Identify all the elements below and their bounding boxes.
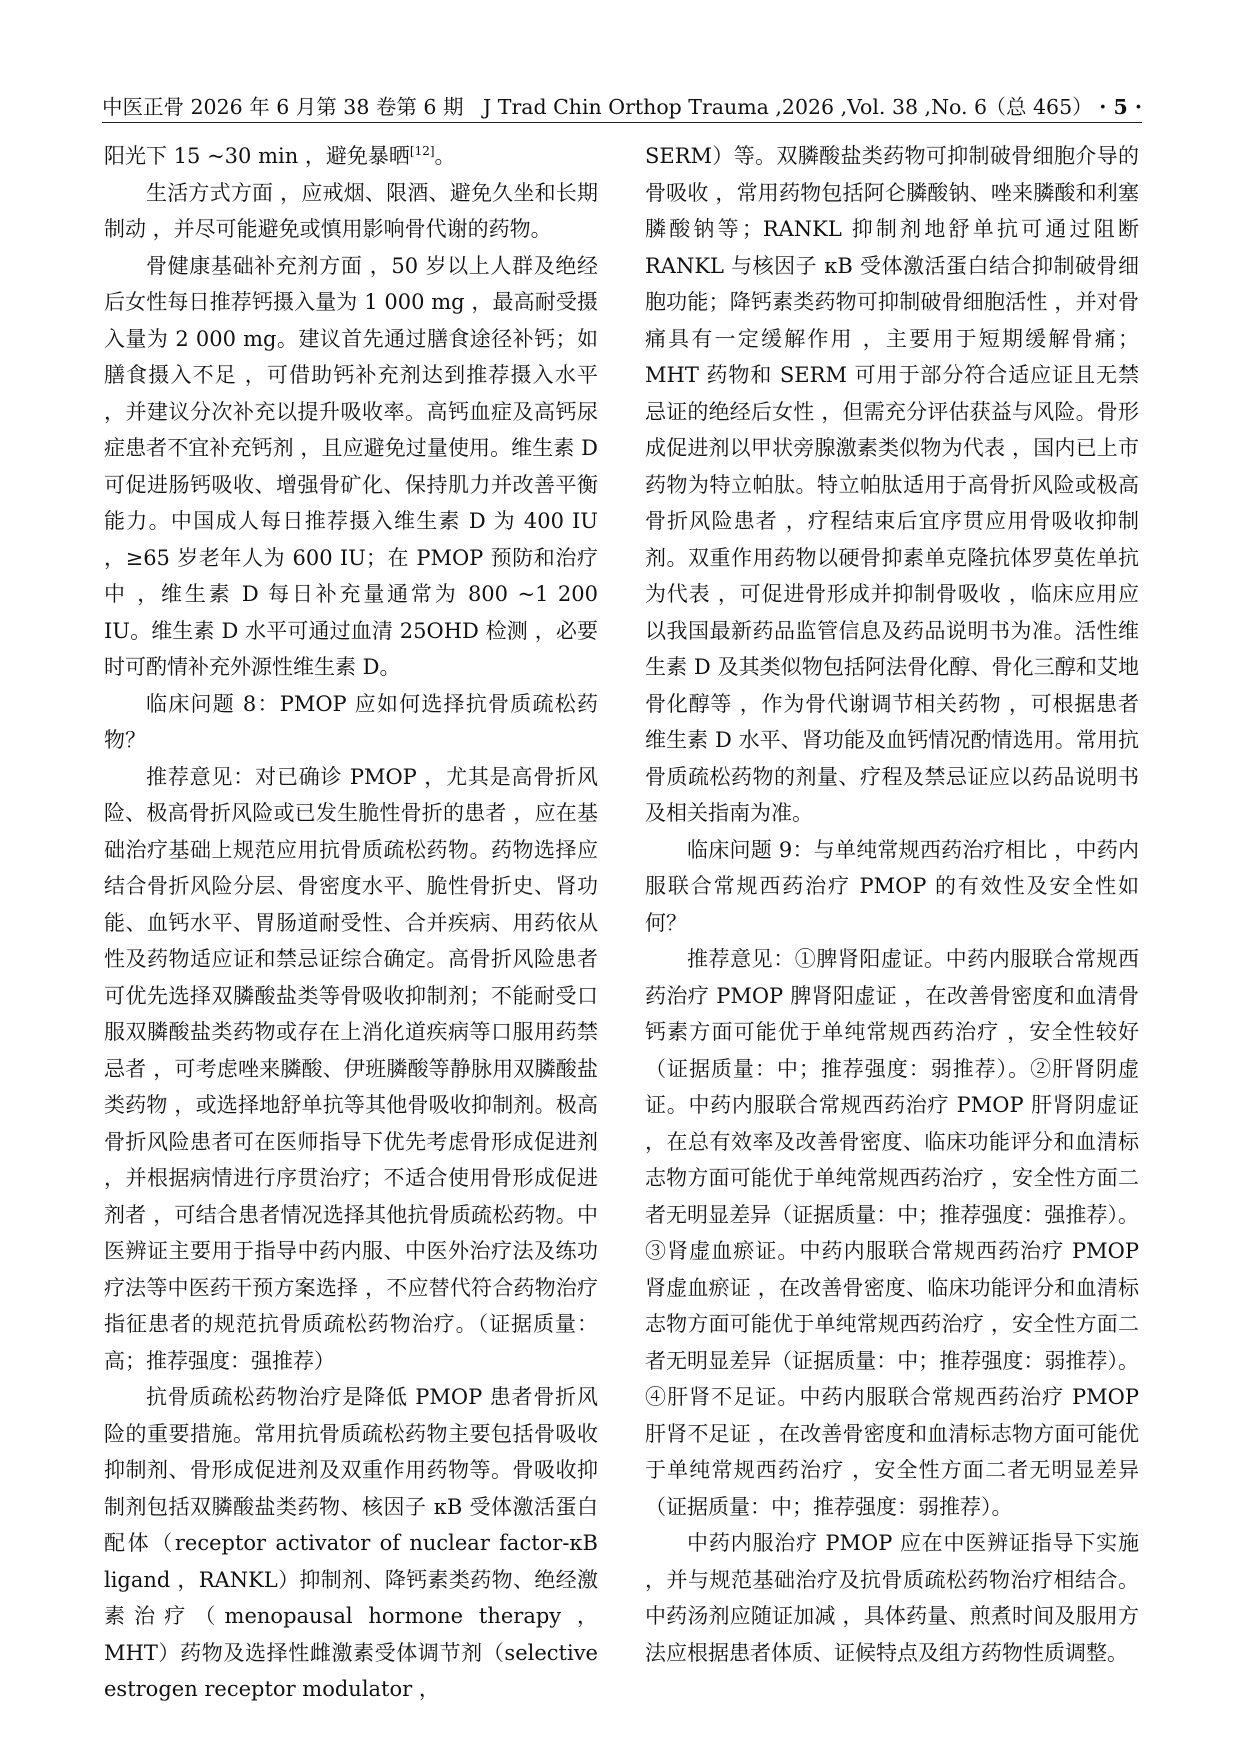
page-number: · 5 · xyxy=(1099,95,1142,119)
running-header xyxy=(102,88,1142,123)
paragraph: 抗骨质疏松药物治疗是降低 PMOP 患者骨折风险的重要措施。常用抗骨质疏松药物主要包括骨吸收抑制剂、骨形成促进剂及双重作用药物等。骨吸收抑制剂包括双膦酸盐类药物、核因子 κB 受体激活蛋白配体（receptor activator of nuclear factor-κB ligand ，RANKL）抑制剂、降钙素类药物、绝经激素治疗（menopausal hormone therapy ，MHT）药物及选择性雌激素受体调节剂（selective estrogen receptor modulator ， xyxy=(104,1385,598,1701)
paragraph: 生活方式方面 ，应戒烟、限酒、避免久坐和长期制动 ，并尽可能避免或慎用影响骨代谢的药物。 xyxy=(104,180,598,241)
left-column xyxy=(104,138,598,1708)
total-page-number: （总 465） xyxy=(985,95,1093,119)
clinical-question-heading: 临床问题 9：与单纯常规西药治疗相比 ，中药内服联合常规西药治疗 PMOP 的有效性及安全性如何？ xyxy=(645,837,1139,935)
citation-ref: [12] xyxy=(409,144,435,158)
paragraph: SERM）等。双膦酸盐类药物可抑制破骨细胞介导的骨吸收 ，常用药物包括阿仑膦酸钠、唑来膦酸和利塞膦酸钠等；RANKL 抑制剂地舒单抗可通过阻断 RANKL 与核因子 κB 受体激活蛋白结合抑制破骨细胞功能；降钙素类药物可抑制破骨细胞活性 ，并对骨痛具有一定缓解作用 ，主要用于短期缓解骨痛；MHT 药物和 SERM 可用于部分符合适应证且无禁忌证的绝经后女性 ，但需充分评估获益与风险。骨形成促进剂以甲状旁腺激素类似物为代表 ，国内已上市药物为特立帕肽。特立帕肽适用于高骨折风险或极高骨折风险患者 ，疗程结束后宜序贯应用骨吸收抑制剂。双重作用药物以硬骨抑素单克隆抗体罗莫佐单抗为代表 ，可促进骨形成并抑制骨吸收 ，临床应用应以我国最新药品监管信息及药品说明书为准。活性维生素 D 及其类似物包括阿法骨化醇、骨化三醇和艾地骨化醇等 ，作为骨代谢调节相关药物 ，可根据患者维生素 D 水平、肾功能及血钙情况酌情选用。常用抗骨质疏松药物的剂量、疗程及禁忌证应以药品说明书及相关指南为准。 xyxy=(645,144,1139,825)
paragraph: 骨健康基础补充剂方面 ，50 岁以上人群及绝经后女性每日推荐钙摄入量为 1 000 mg ，最高耐受摄入量为 2 000 mg。建议首先通过膳食途径补钙；如膳食摄入不足 ，可借助钙补充剂达到推荐摄入水平 ，并建议分次补充以提升吸收率。高钙血症及高钙尿症患者不宜补充钙剂 ，且应避免过量使用。维生素 D 可促进肠钙吸收、增强骨矿化、保持肌力并改善平衡能力。中国成人每日推荐摄入维生素 D 为 400 IU ，≥65 岁老年人为 600 IU；在 PMOP 预防和治疗中 ，维生素 D 每日补充量通常为 800 ~1 200 IU。维生素 D 水平可通过血清 25OHD 检测 ，必要时可酌情补充外源性维生素 D。 xyxy=(104,253,598,679)
recommendation-paragraph: 推荐意见：①脾肾阳虚证。中药内服联合常规西药治疗 PMOP 脾肾阳虚证 ，在改善骨密度和血清骨钙素方面可能优于单纯常规西药治疗 ，安全性较好（证据质量：中；推荐强度：弱推荐）。②肝肾阴虚证。中药内服联合常规西药治疗 PMOP 肝肾阴虚证 ，在总有效率及改善骨密度、临床功能评分和血清标志物方面可能优于单纯常规西药治疗 ，安全性方面二者无明显差异（证据质量：中；推荐强度：强推荐）。③肾虚血瘀证。中药内服联合常规西药治疗 PMOP 肾虚血瘀证 ，在改善骨密度、临床功能评分和血清标志物方面可能优于单纯常规西药治疗 ，安全性方面二者无明显差异（证据质量：中；推荐强度：弱推荐）。④肝肾不足证。中药内服联合常规西药治疗 PMOP 肝肾不足证 ，在改善骨密度和血清标志物方面可能优于单纯常规西药治疗 ，安全性方面二者无明显差异（证据质量：中；推荐强度：弱推荐）。 xyxy=(645,947,1139,1519)
clinical-question-heading: 临床问题 8：PMOP 应如何选择抗骨质疏松药物？ xyxy=(104,691,598,752)
recommendation-paragraph: 推荐意见：对已确诊 PMOP ，尤其是高骨折风险、极高骨折风险或已发生脆性骨折的患者 ，应在基础治疗基础上规范应用抗骨质疏松药物。药物选择应结合骨折风险分层、骨密度水平、脆性骨折史、肾功能、血钙水平、胃肠道耐受性、合并疾病、用药依从性及药物适应证和禁忌证综合确定。高骨折风险患者可优先选择双膦酸盐类等骨吸收抑制剂；不能耐受口服双膦酸盐类药物或存在上消化道疾病等口服用药禁忌者 ，可考虑唑来膦酸、伊班膦酸等静脉用双膦酸盐类药物 ，或选择地舒单抗等其他骨吸收抑制剂。极高骨折风险患者可在医师指导下优先考虑骨形成促进剂 ，并根据病情进行序贯治疗；不适合使用骨形成促进剂者 ，可结合患者情况选择其他抗骨质疏松药物。中医辨证主要用于指导中药内服、中医外治疗法及练功疗法等中医药干预方案选择 ，不应替代符合药物治疗指征患者的规范抗骨质疏松药物治疗。（证据质量：高；推荐强度：强推荐） xyxy=(104,764,598,1373)
journal-en: J Trad Chin Orthop Trauma ,2026 ,Vol. 38 ,No. 6 xyxy=(483,95,988,119)
header-page-info xyxy=(986,90,1143,120)
paragraph: 阳光下 15 ~30 min ，避免暴晒[12]。 xyxy=(104,144,456,168)
header-journal-info xyxy=(102,90,987,120)
journal-cn: 中医正骨 2026 年 6 月第 38 卷第 6 期 xyxy=(102,95,464,119)
paragraph: 中药内服治疗 PMOP 应在中医辨证指导下实施 ，并与规范基础治疗及抗骨质疏松药物治疗相结合。中药汤剂应随证加减 ，具体药量、煎煮时间及服用方法应根据患者体质、证候特点及组方药物性质调整。 xyxy=(645,1531,1139,1665)
right-column xyxy=(645,138,1139,1671)
